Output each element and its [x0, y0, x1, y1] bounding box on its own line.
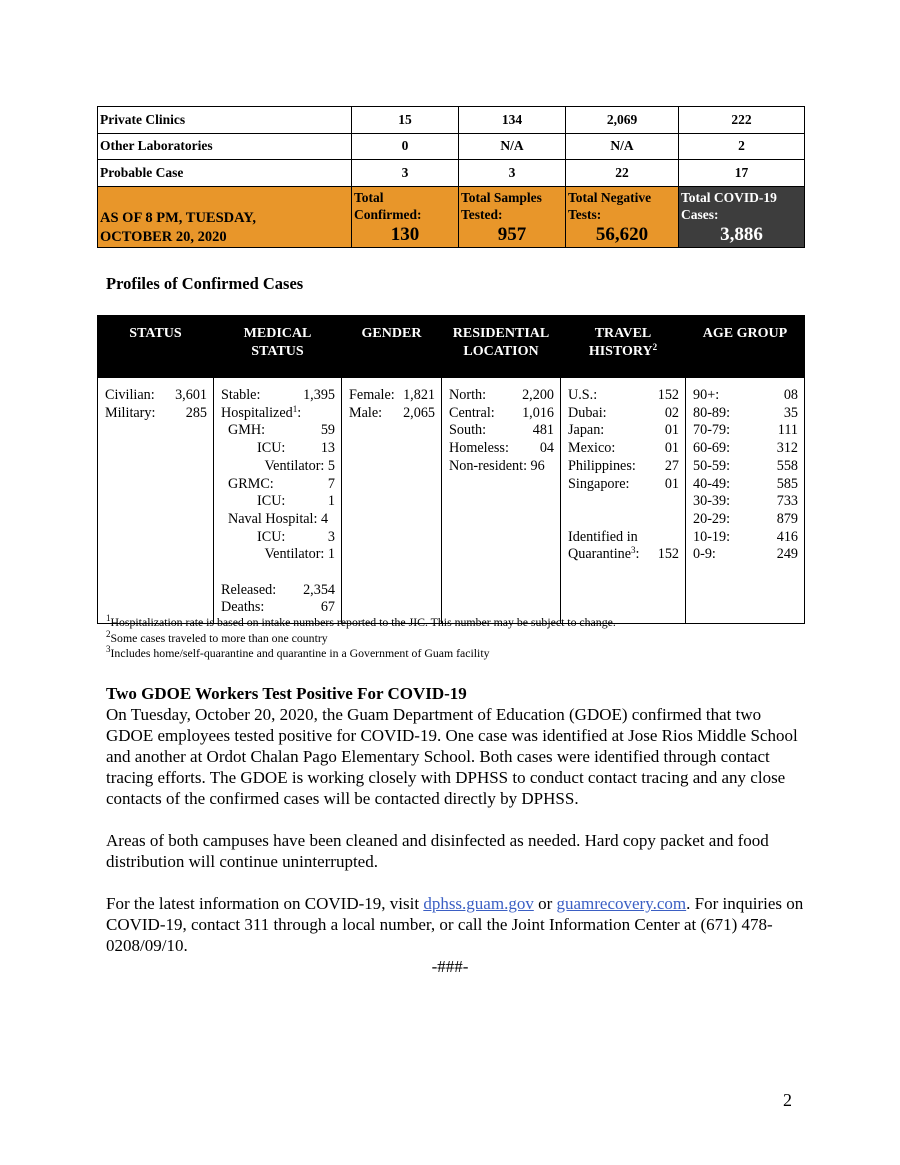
list-item: 90+: 08 — [693, 387, 798, 403]
table-row — [98, 160, 805, 187]
table-row — [98, 378, 805, 624]
testing-table — [97, 106, 805, 248]
table-cell: 134 — [459, 107, 566, 134]
list-item: Non-resident: 96 — [449, 457, 545, 474]
list-item: Deaths: 67 — [221, 599, 335, 616]
table-cell: 3 — [459, 160, 566, 187]
table-cell: 22 — [566, 160, 679, 187]
table-cell: 15 — [352, 107, 459, 134]
list-item: GMH: 59 — [228, 422, 335, 439]
list-item: Mexico: 01 — [568, 440, 679, 457]
status-cell — [98, 378, 214, 624]
list-item: Central: 1,016 — [449, 404, 554, 421]
list-item: Stable: 1,395 — [221, 387, 335, 403]
table-row — [98, 133, 805, 160]
table-cell: N/A — [566, 133, 679, 160]
list-item: U.S.: 152 — [568, 387, 679, 403]
footnote: $^1$Hospitalization rate is based on intake numbers reported to the JIC. This number may be subject to change. — [106, 613, 616, 629]
section-heading: Profiles of Confirmed Cases — [106, 274, 304, 293]
list-item: Japan: 01 — [568, 422, 679, 439]
article-paragraph: For the latest information on COVID-19, visit dphss.guam.gov or guamrecovery.com. For inquiries on COVID-19, contact 311 through a local number, or call the Joint Information Center at (671) 478-0208/09/10. — [106, 894, 804, 955]
total-label: Total Samples Tested: — [461, 189, 542, 222]
total-label: Total Confirmed: — [354, 189, 422, 222]
table-cell: 3 — [352, 160, 459, 187]
total-samples-cell — [459, 186, 566, 247]
residential-cell — [442, 378, 561, 624]
list-item: 50-59: 558 — [693, 457, 798, 474]
list-item: ICU: 13 — [257, 440, 335, 457]
total-label: Total COVID-19 Cases: — [681, 189, 777, 222]
list-item: Female: 1,821 — [349, 387, 435, 403]
list-item: Quarantine$^3$: 152 — [568, 545, 679, 563]
table-cell: 0 — [352, 133, 459, 160]
list-item: 70-79: 111 — [693, 422, 798, 439]
footnote: $^3$Includes home/self-quarantine and quarantine in a Government of Guam facility — [106, 644, 490, 660]
total-label: Total Negative Tests: — [568, 189, 652, 222]
as-of-line: AS OF 8 PM, TUESDAY, — [100, 209, 257, 226]
gender-cell — [342, 378, 442, 624]
article-paragraph: Areas of both campuses have been cleaned and disinfected as needed. Hard copy packet and food distribution will continue uninterrupted. — [106, 831, 769, 871]
list-item: Male: 2,065 — [349, 404, 435, 421]
profiles-table — [97, 315, 805, 624]
list-item: Homeless: 04 — [449, 440, 554, 457]
list-item: Identified in — [568, 528, 638, 545]
list-item: Hospitalized$^1$: — [221, 403, 302, 421]
table-cell: 17 — [679, 160, 805, 187]
travel-cell — [561, 378, 686, 624]
list-item: ICU: 3 — [257, 528, 335, 545]
list-item: GRMC: 7 — [228, 475, 335, 492]
list-item: South: 481 — [449, 422, 554, 439]
list-item: 20-29: 879 — [693, 510, 798, 527]
table-cell: 2,069 — [566, 107, 679, 134]
column-header: RESIDENTIAL LOCATION — [442, 315, 561, 378]
medical-status-cell — [214, 378, 342, 624]
list-item: 60-69: 312 — [693, 440, 798, 457]
guamrecovery-link[interactable]: guamrecovery.com — [556, 894, 687, 913]
list-item: Singapore: 01 — [568, 475, 679, 492]
row-label: Private Clinics — [98, 107, 352, 134]
list-item: ICU: 1 — [257, 493, 335, 510]
table-cell: 2 — [679, 133, 805, 160]
list-item: Philippines: 27 — [568, 457, 679, 474]
end-mark: -###- — [431, 957, 469, 976]
column-header: TRAVEL HISTORY$^2$ — [561, 315, 686, 378]
total-cases-cell — [679, 186, 805, 247]
header-row — [98, 315, 805, 378]
list-item: 10-19: 416 — [693, 528, 798, 545]
total-confirmed-value: 130 — [390, 223, 420, 245]
column-header: GENDER — [342, 315, 442, 378]
row-label: Other Laboratories — [98, 133, 352, 160]
table-row — [98, 107, 805, 134]
list-item: Military: 285 — [105, 404, 207, 421]
as-of-date — [98, 186, 352, 247]
total-negative-value: 56,620 — [595, 223, 649, 245]
article-paragraph: On Tuesday, October 20, 2020, the Guam Department of Education (GDOE) confirmed that two GDOE employees tested positive for COVID-19. One case was identified at Jose Rios Middle School and another at Ordot Chalan Pago Elementary School. Both cases were identified through contact tracing efforts. The GDOE is working closely with DPHSS to conduct contact tracing and any close contacts of the confirmed cases will be contacted directly by DPHSS. — [106, 705, 798, 808]
row-label: Probable Case — [98, 160, 352, 187]
article — [106, 683, 806, 956]
totals-row — [98, 186, 805, 247]
list-item: Ventilator: 5 — [264, 457, 335, 474]
column-header: MEDICAL STATUS — [214, 315, 342, 378]
footnotes — [106, 615, 616, 662]
list-item: Civilian: 3,601 — [105, 387, 207, 403]
dphss-link[interactable]: dphss.guam.gov — [423, 894, 534, 913]
list-item: Released: 2,354 — [221, 581, 335, 598]
table-cell: N/A — [459, 133, 566, 160]
list-item: 0-9: 249 — [693, 546, 798, 563]
footnote: $^2$Some cases traveled to more than one country — [106, 628, 328, 645]
table-cell: 222 — [679, 107, 805, 134]
list-item: Naval Hospital: 4 — [228, 510, 329, 527]
total-negative-cell — [566, 186, 679, 247]
article-headline: Two GDOE Workers Test Positive For COVID-19 — [106, 684, 467, 703]
as-of-line: OCTOBER 20, 2020 — [100, 228, 227, 245]
total-samples-value: 957 — [497, 223, 527, 245]
age-group-cell — [686, 378, 805, 624]
list-item: Dubai: 02 — [568, 404, 679, 421]
total-cases-value: 3,886 — [720, 223, 763, 245]
list-item: 80-89: 35 — [693, 404, 798, 421]
page-number: 2 — [783, 1090, 792, 1110]
list-item: North: 2,200 — [449, 387, 554, 403]
total-confirmed-cell — [352, 186, 459, 247]
column-header: STATUS — [98, 315, 214, 378]
column-header: AGE GROUP — [686, 315, 805, 378]
list-item: 40-49: 585 — [693, 475, 798, 492]
list-item: Ventilator: 1 — [264, 546, 335, 563]
list-item: 30-39: 733 — [693, 493, 798, 510]
